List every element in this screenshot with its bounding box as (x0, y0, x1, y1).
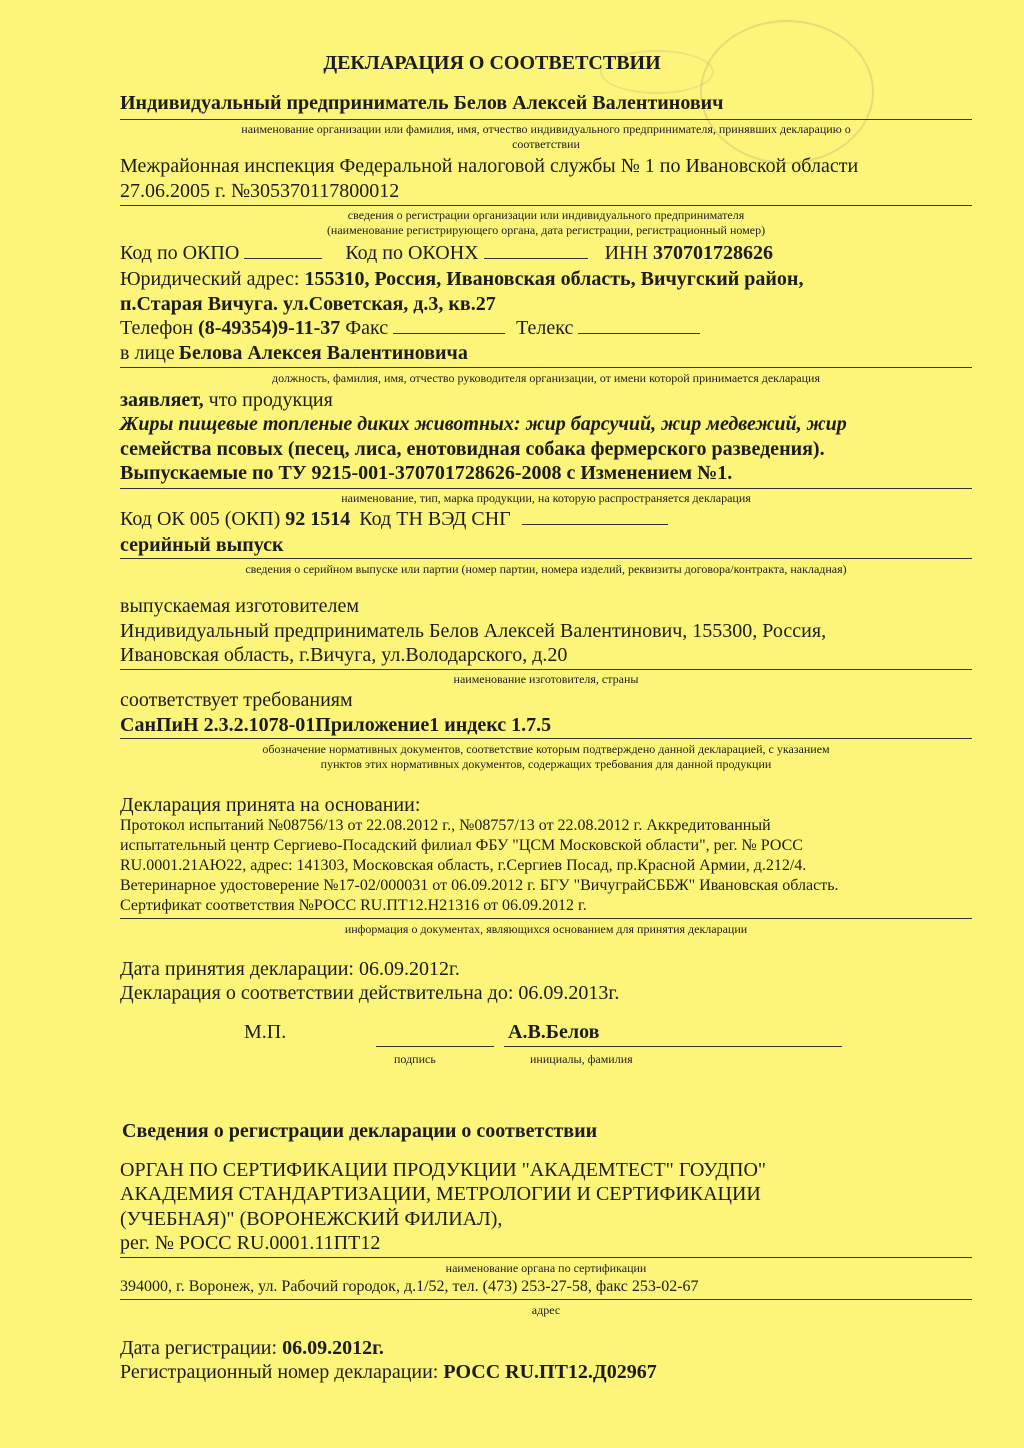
document-title: ДЕКЛАРАЦИЯ О СООТВЕТСТВИИ (323, 52, 661, 74)
product-line-2: семейства псовых (песец, лиса, енотовидная собака фермерского разведения). (120, 438, 825, 460)
caption-signature: подпись (394, 1052, 436, 1066)
caption-registration (120, 208, 972, 238)
caption-registration-line2: (наименование регистрирующего органа, дата регистрации, регистрационный номер) (326, 223, 766, 237)
divider (120, 367, 972, 368)
serial-release: серийный выпуск (120, 534, 284, 556)
manufacturer-line-1: Индивидуальный предприниматель Белов Алексей Валентинович, 155300, Россия, (120, 620, 827, 642)
registration-number-label: Регистрационный номер декларации: (120, 1361, 439, 1383)
divider (120, 119, 972, 120)
valid-until: Декларация о соответствии действительна до: 06.09.2013г. (120, 982, 620, 1004)
manufacturer-line-2: Ивановская область, г.Вичуга, ул.Володарского, д.20 (120, 644, 568, 666)
caption-serial: сведения о серийном выпуске или партии (номер партии, номера изделий, реквизиты договора/контракта, накладная) (245, 562, 847, 576)
caption-registration-line1: сведения о регистрации организации или индивидуального предпринимателя (347, 208, 745, 222)
organ-line-1: ОРГАН ПО СЕРТИФИКАЦИИ ПРОДУКЦИИ "АКАДЕМТЕСТ" ГОУДПО" (120, 1159, 767, 1181)
okp-value: 92 1514 (285, 508, 351, 530)
caption-manufacturer: наименование изготовителя, страны (453, 672, 639, 686)
seal-place: М.П. (244, 1021, 287, 1043)
declares-bold: заявляет, (120, 389, 204, 411)
okpo-label: Код по ОКПО (120, 242, 240, 264)
product-line-3: Выпускаемые по ТУ 9215-001-370701728626-2008 с Изменением №1. (120, 462, 733, 484)
basis-line-4: Ветеринарное удостоверение №17-02/000031 от 06.09.2012 г. БГУ "ВичугрaйСББЖ" Ивановская область. (120, 877, 839, 894)
person-line (120, 342, 468, 365)
product-line-1: Жиры пищевые топленые диких животных: жир барсучий, жир медвежий, жир (120, 413, 847, 435)
declares-line (120, 389, 333, 412)
registration-date-value: 06.09.2012г. (282, 1337, 384, 1359)
caption-standard (120, 742, 972, 772)
inn-label: ИНН (604, 242, 648, 264)
standard-reference: СанПиН 2.3.2.1078-01Приложение1 индекс 1.7.5 (120, 714, 552, 736)
manufacturer-intro: выпускаемая изготовителем (120, 595, 360, 617)
codes-line (120, 242, 773, 265)
divider (120, 918, 972, 919)
caption-initials: инициалы, фамилия (530, 1052, 633, 1066)
telex-blank (578, 317, 700, 334)
caption-applicant (120, 122, 972, 152)
registration-date-label: Дата регистрации: (120, 1337, 278, 1359)
fax-label: Факс (345, 317, 389, 339)
registration-line-2: 27.06.2005 г. №305370117800012 (120, 180, 400, 202)
tnved-label: Код ТН ВЭД СНГ (359, 508, 511, 530)
basis-line-3: RU.0001.21АЮ22, адрес: 141303, Московская область, г.Сергиев Посад, пр.Красной Армии, д.212/4. (120, 857, 807, 874)
organ-address: 394000, г. Воронеж, ул. Рабочий городок, д.1/52, тел. (473) 253-27-58, факс 253-02-67 (120, 1278, 699, 1295)
caption-person: должность, фамилия, имя, отчество руководителя организации, от имени которой принимается декларация (272, 371, 820, 385)
divider (120, 1257, 972, 1258)
divider (120, 669, 972, 670)
caption-address: адрес (531, 1303, 561, 1317)
complies-line: соответствует требованиям (120, 689, 353, 711)
address-value-1: 155310, Россия, Ивановская область, Вичугский район, (304, 268, 804, 290)
okp-line (120, 508, 668, 531)
address-label: Юридический адрес: (120, 268, 300, 290)
caption-product: наименование, тип, марка продукции, на которую распространяется декларация (341, 491, 751, 505)
divider (120, 1299, 972, 1300)
basis-heading: Декларация принята на основании: (120, 794, 421, 816)
basis-line-1: Протокол испытаний №08756/13 от 22.08.2012 г., №08757/13 от 22.08.2012 г. Аккредитованный (120, 817, 771, 834)
phone-value: (8-49354)9-11-37 (198, 317, 341, 339)
basis-line-2: испытательный центр Сергиево-Посадский филиал ФБУ "ЦСМ Московской области", рег. № РОСС (120, 837, 803, 854)
caption-basis: информация о документах, являющихся основанием для принятия декларации (344, 922, 748, 936)
caption-standard-line1: обозначение нормативных документов, соответствие которым подтверждено данной декларацией, с указанием (262, 742, 830, 756)
divider (120, 205, 972, 206)
divider (120, 488, 972, 489)
organ-line-2: АКАДЕМИЯ СТАНДАРТИЗАЦИИ, МЕТРОЛОГИИ И СЕРТИФИКАЦИИ (120, 1183, 761, 1205)
registration-number-value: РОСС RU.ПТ12.Д02967 (443, 1361, 657, 1383)
address-value-2: п.Старая Вичуга. ул.Советская, д.3, кв.27 (120, 293, 496, 315)
tnved-blank (522, 508, 668, 525)
organ-line-3: (УЧЕБНАЯ)" (ВОРОНЕЖСКИЙ ФИЛИАЛ), (120, 1208, 503, 1230)
telex-label: Телекс (516, 317, 574, 339)
caption-standard-line2: пунктов этих нормативных документов, содержащих требования для данной продукции (320, 757, 772, 771)
person-prefix: в лице (120, 342, 175, 364)
okonh-label: Код по ОКОНХ (345, 242, 479, 264)
basis-line-5: Сертификат соответствия №РОСС RU.ПТ12.Н21316 от 06.09.2012 г. (120, 897, 587, 914)
registration-date-line (120, 1337, 384, 1360)
caption-applicant-line1: наименование организации или фамилия, имя, отчество индивидуального предпринимателя, принявших декларацию о (241, 122, 851, 136)
contacts-line (120, 317, 700, 340)
caption-applicant-line2: соответствии (512, 137, 580, 151)
divider (120, 738, 972, 739)
okp-label: Код ОК 005 (ОКП) (120, 508, 281, 530)
fax-blank (393, 317, 505, 334)
address-line-1 (120, 268, 803, 291)
registration-heading: Сведения о регистрации декларации о соответствии (122, 1120, 598, 1142)
signature-line (376, 1046, 494, 1047)
signer-name: А.В.Белов (508, 1021, 600, 1043)
phone-label: Телефон (120, 317, 194, 339)
declares-rest: что продукция (208, 389, 333, 411)
person-name: Белова Алексея Валентиновича (178, 342, 468, 364)
divider (120, 558, 972, 559)
organ-line-4: рег. № РОСС RU.0001.11ПТ12 (120, 1232, 381, 1254)
okonh-blank (484, 242, 588, 259)
okpo-blank (244, 242, 322, 259)
initials-line (504, 1046, 842, 1047)
registration-number-line (120, 1361, 657, 1384)
inn-value: 370701728626 (652, 242, 773, 264)
date-accepted: Дата принятия декларации: 06.09.2012г. (120, 958, 460, 980)
caption-organ: наименование органа по сертификации (445, 1261, 647, 1275)
applicant-name: Индивидуальный предприниматель Белов Алексей Валентинович (120, 92, 724, 114)
registration-line-1: Межрайонная инспекция Федеральной налоговой службы № 1 по Ивановской области (120, 155, 859, 177)
